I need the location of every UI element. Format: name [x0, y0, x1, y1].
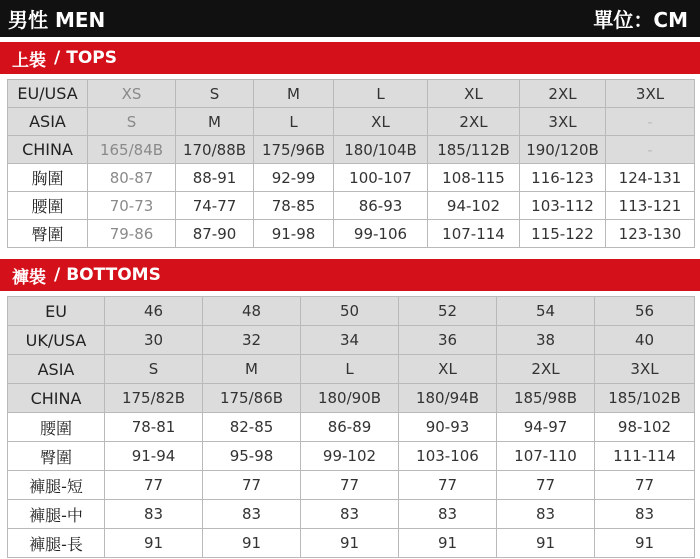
bottoms-size-cell: XL: [399, 355, 497, 384]
bottoms-size-cell: 180/90B: [301, 384, 399, 413]
bottoms-size-cell: 78-81: [105, 413, 203, 442]
bottoms-size-cell: 95-98: [203, 442, 301, 471]
bottoms-table-row: [8, 326, 695, 355]
tops-size-cell: 88-91: [176, 164, 254, 192]
tops-row-label: 腰圍: [8, 192, 88, 220]
tops-size-cell: 99-106: [334, 220, 428, 248]
bottoms-row-label: CHINA: [8, 384, 105, 413]
bottoms-size-cell: 48: [203, 297, 301, 326]
bottoms-size-cell: 91: [399, 529, 497, 558]
tops-size-cell: 2XL: [520, 80, 606, 108]
tops-table-row: [8, 108, 695, 136]
bottoms-row-label: 褲腿-中: [8, 500, 105, 529]
tops-size-cell: 78-85: [254, 192, 334, 220]
bottoms-label-en: BOTTOMS: [66, 265, 161, 285]
tops-size-cell: 123-130: [606, 220, 695, 248]
bottoms-size-table: [7, 296, 695, 558]
bottoms-size-cell: 91: [497, 529, 595, 558]
bottoms-size-cell: 83: [399, 500, 497, 529]
tops-size-cell: M: [254, 80, 334, 108]
unit-label: 單位：CM: [593, 8, 688, 32]
bottoms-size-cell: 2XL: [497, 355, 595, 384]
tops-size-cell: 100-107: [334, 164, 428, 192]
tops-label-cn: 上裝: [12, 50, 46, 71]
bottoms-row-label: ASIA: [8, 355, 105, 384]
tops-size-cell: 185/112B: [428, 136, 520, 164]
bottoms-size-cell: 56: [595, 297, 695, 326]
bottoms-size-cell: 77: [105, 471, 203, 500]
tops-row-label: 臀圍: [8, 220, 88, 248]
tops-size-cell: 87-90: [176, 220, 254, 248]
tops-size-cell: 91-98: [254, 220, 334, 248]
bottoms-table-row: [8, 529, 695, 558]
bottoms-size-cell: 32: [203, 326, 301, 355]
tops-size-cell: -: [606, 136, 695, 164]
bottoms-section-header: [0, 259, 700, 291]
bottoms-size-cell: 180/94B: [399, 384, 497, 413]
bottoms-size-cell: 103-106: [399, 442, 497, 471]
bottoms-size-cell: 52: [399, 297, 497, 326]
tops-size-cell: 79-86: [88, 220, 176, 248]
bottoms-table-row: [8, 297, 695, 326]
bottoms-size-cell: 83: [595, 500, 695, 529]
tops-size-cell: 94-102: [428, 192, 520, 220]
bottoms-row-label: 褲腿-長: [8, 529, 105, 558]
tops-size-cell: 103-112: [520, 192, 606, 220]
bottoms-row-label: UK/USA: [8, 326, 105, 355]
bottoms-size-cell: 98-102: [595, 413, 695, 442]
bottoms-size-cell: 175/82B: [105, 384, 203, 413]
bottoms-size-cell: 83: [203, 500, 301, 529]
tops-size-cell: 80-87: [88, 164, 176, 192]
tops-size-cell: 92-99: [254, 164, 334, 192]
bottoms-size-cell: 91: [203, 529, 301, 558]
bottoms-size-cell: 36: [399, 326, 497, 355]
bottoms-size-cell: 185/98B: [497, 384, 595, 413]
bottoms-row-label: 腰圍: [8, 413, 105, 442]
bottoms-label-cn: 褲裝: [12, 267, 46, 288]
tops-size-cell: S: [88, 108, 176, 136]
bottoms-size-cell: 40: [595, 326, 695, 355]
tops-size-cell: -: [606, 108, 695, 136]
bottoms-size-cell: 82-85: [203, 413, 301, 442]
tops-size-cell: XS: [88, 80, 176, 108]
bottoms-size-cell: 54: [497, 297, 595, 326]
bottoms-row-label: EU: [8, 297, 105, 326]
tops-row-label: CHINA: [8, 136, 88, 164]
bottoms-row-label: 臀圍: [8, 442, 105, 471]
tops-size-cell: 2XL: [428, 108, 520, 136]
bottoms-size-cell: 77: [497, 471, 595, 500]
bottoms-size-cell: 107-110: [497, 442, 595, 471]
bottoms-size-cell: 50: [301, 297, 399, 326]
bottoms-size-cell: L: [301, 355, 399, 384]
tops-size-cell: 116-123: [520, 164, 606, 192]
bottoms-size-cell: 77: [301, 471, 399, 500]
bottoms-table-row: [8, 413, 695, 442]
bottoms-table-row: [8, 442, 695, 471]
tops-size-cell: XL: [334, 108, 428, 136]
bottoms-size-cell: 46: [105, 297, 203, 326]
tops-table-row: [8, 80, 695, 108]
tops-table-row: [8, 192, 695, 220]
bottoms-size-cell: 77: [399, 471, 497, 500]
bottoms-slash: /: [54, 265, 61, 285]
tops-row-label: ASIA: [8, 108, 88, 136]
bottoms-size-cell: 34: [301, 326, 399, 355]
tops-label-en: TOPS: [66, 48, 117, 68]
bottoms-size-cell: 94-97: [497, 413, 595, 442]
tops-size-cell: 74-77: [176, 192, 254, 220]
title-banner: [0, 0, 700, 37]
tops-size-cell: 170/88B: [176, 136, 254, 164]
bottoms-size-cell: 30: [105, 326, 203, 355]
page-title: 男性 MEN: [8, 8, 106, 32]
bottoms-size-cell: M: [203, 355, 301, 384]
bottoms-size-cell: 91: [301, 529, 399, 558]
bottoms-size-cell: 86-89: [301, 413, 399, 442]
tops-size-cell: S: [176, 80, 254, 108]
tops-row-label: 胸圍: [8, 164, 88, 192]
tops-size-cell: 3XL: [520, 108, 606, 136]
tops-size-cell: 115-122: [520, 220, 606, 248]
bottoms-size-cell: 83: [497, 500, 595, 529]
bottoms-table-row: [8, 471, 695, 500]
tops-size-cell: L: [254, 108, 334, 136]
bottoms-size-cell: 77: [595, 471, 695, 500]
tops-size-cell: 3XL: [606, 80, 695, 108]
tops-size-cell: XL: [428, 80, 520, 108]
bottoms-size-cell: 83: [301, 500, 399, 529]
tops-size-cell: 190/120B: [520, 136, 606, 164]
bottoms-size-cell: S: [105, 355, 203, 384]
bottoms-size-cell: 90-93: [399, 413, 497, 442]
bottoms-size-cell: 91: [595, 529, 695, 558]
tops-size-cell: 108-115: [428, 164, 520, 192]
bottoms-size-cell: 91: [105, 529, 203, 558]
tops-slash: /: [54, 48, 61, 68]
tops-size-cell: 165/84B: [88, 136, 176, 164]
tops-table-row: [8, 136, 695, 164]
tops-size-cell: 124-131: [606, 164, 695, 192]
tops-row-label: EU/USA: [8, 80, 88, 108]
bottoms-size-cell: 185/102B: [595, 384, 695, 413]
tops-size-cell: 180/104B: [334, 136, 428, 164]
bottoms-size-cell: 99-102: [301, 442, 399, 471]
tops-size-cell: 107-114: [428, 220, 520, 248]
tops-size-cell: M: [176, 108, 254, 136]
tops-section-header: [0, 42, 700, 74]
bottoms-table-row: [8, 500, 695, 529]
tops-size-cell: 70-73: [88, 192, 176, 220]
bottoms-size-cell: 38: [497, 326, 595, 355]
bottoms-size-cell: 91-94: [105, 442, 203, 471]
tops-table-row: [8, 164, 695, 192]
bottoms-row-label: 褲腿-短: [8, 471, 105, 500]
tops-table-row: [8, 220, 695, 248]
tops-size-cell: 175/96B: [254, 136, 334, 164]
tops-size-cell: 86-93: [334, 192, 428, 220]
bottoms-size-cell: 77: [203, 471, 301, 500]
tops-size-cell: 113-121: [606, 192, 695, 220]
bottoms-size-cell: 111-114: [595, 442, 695, 471]
tops-size-table: [7, 79, 695, 248]
bottoms-size-cell: 175/86B: [203, 384, 301, 413]
tops-size-cell: L: [334, 80, 428, 108]
bottoms-table-row: [8, 355, 695, 384]
bottoms-size-cell: 83: [105, 500, 203, 529]
bottoms-table-row: [8, 384, 695, 413]
bottoms-size-cell: 3XL: [595, 355, 695, 384]
